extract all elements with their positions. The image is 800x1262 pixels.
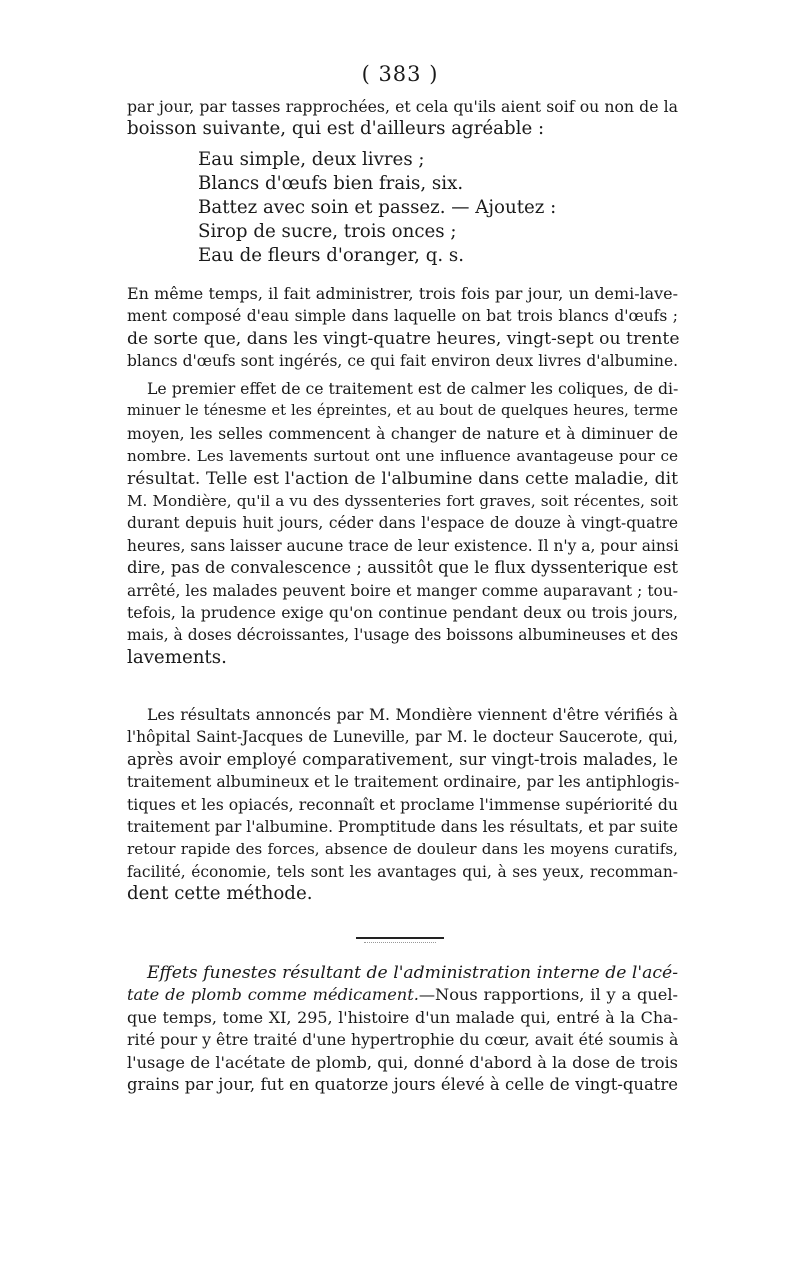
text-line: l'hôpital Saint-Jacques de Luneville, par M. le docteur Saucerote, qui, bbox=[127, 728, 678, 747]
text-line: l'usage de l'acétate de plomb, qui, donné d'abord à la dose de trois bbox=[127, 1052, 678, 1072]
section-separator bbox=[356, 937, 444, 939]
text-line: facilité, économie, tels sont les avantages qui, à ses yeux, recomman- bbox=[127, 862, 678, 881]
text-line: de sorte que, dans les vingt-quatre heures, vingt-sept ou trente bbox=[127, 328, 680, 349]
section-heading-end: tate de plomb comme médicament. bbox=[127, 985, 419, 1005]
text-line: tiques et les opiacés, reconnaît et proclame l'immense supériorité du bbox=[127, 794, 678, 814]
text-line: ment composé d'eau simple dans laquelle on bat trois blancs d'œufs ; bbox=[127, 307, 678, 326]
separator-ornament bbox=[364, 942, 436, 944]
text-line: retour rapide des forces, absence de douleur dans les moyens curatifs, bbox=[127, 840, 678, 859]
text-line: grains par jour, fut en quatorze jours élevé à celle de vingt-quatre bbox=[127, 1075, 678, 1095]
text-line: par jour, par tasses rapprochées, et cela qu'ils aient soif ou non de la bbox=[127, 97, 678, 116]
text-line bbox=[127, 984, 678, 1006]
text-line: minuer le ténesme et les épreintes, et au bout de quelques heures, terme bbox=[127, 402, 678, 420]
text-line: heures, sans laisser aucune trace de leur existence. Il n'y a, pour ainsi bbox=[127, 536, 679, 555]
recipe-line: Sirop de sucre, trois onces ; bbox=[198, 221, 457, 242]
paragraph-resultats bbox=[127, 704, 678, 906]
text-line: arrêté, les malades peuvent boire et manger comme auparavant ; tou- bbox=[127, 581, 678, 600]
section-heading-line: Effets funestes résultant de l'administration interne de l'acé- bbox=[147, 963, 678, 983]
text-line: résultat. Telle est l'action de l'albumine dans cette maladie, dit bbox=[127, 468, 678, 489]
text-line: En même temps, il fait administrer, trois fois par jour, un demi-lave- bbox=[127, 284, 678, 303]
text-line: blancs d'œufs sont ingérés, ce qui fait environ deux livres d'albumine. bbox=[127, 352, 678, 371]
paragraph-premier-effet bbox=[127, 378, 678, 669]
text-line: traitement albumineux et le traitement ordinaire, par les antiphlogis- bbox=[127, 772, 680, 792]
text-line: tefois, la prudence exige qu'on continue pendant deux ou trois jours, bbox=[127, 603, 678, 623]
text-line: dire, pas de convalescence ; aussitôt que le flux dyssenterique est bbox=[127, 558, 678, 578]
page-number: ( 383 ) bbox=[361, 62, 439, 86]
paragraph-lavement bbox=[127, 283, 678, 373]
text-span: —Nous rapportions, il y a quel- bbox=[418, 985, 678, 1005]
paragraph-acetate-plomb bbox=[127, 962, 678, 1096]
text-line: nombre. Les lavements surtout ont une influence avantageuse pour ce bbox=[127, 447, 678, 466]
recipe-line: Battez avec soin et passez. — Ajoutez : bbox=[198, 197, 557, 218]
text-line: durant depuis huit jours, céder dans l'espace de douze à vingt-quatre bbox=[127, 514, 678, 533]
text-line: Le premier effet de ce traitement est de calmer les coliques, de di- bbox=[147, 379, 679, 398]
recipe-list bbox=[198, 148, 556, 268]
text-line: M. Mondière, qu'il a vu des dyssenteries fort graves, soit récentes, soit bbox=[127, 492, 678, 511]
text-line: mais, à doses décroissantes, l'usage des boissons albumineuses et des bbox=[127, 626, 678, 645]
paragraph-boisson bbox=[127, 96, 678, 141]
text-line: après avoir employé comparativement, sur vingt-trois malades, le bbox=[127, 749, 678, 769]
text-line: dent cette méthode. bbox=[127, 883, 313, 905]
text-line: Les résultats annoncés par M. Mondière viennent d'être vérifiés à bbox=[147, 705, 678, 724]
text-line: rité pour y être traité d'une hypertrophie du cœur, avait été soumis à bbox=[127, 1030, 679, 1050]
recipe-line: Eau de fleurs d'oranger, q. s. bbox=[198, 245, 465, 266]
text-line: traitement par l'albumine. Promptitude dans les résultats, et par suite bbox=[127, 818, 678, 837]
recipe-line: Blancs d'œufs bien frais, six. bbox=[198, 173, 464, 194]
text-line: que temps, tome XI, 295, l'histoire d'un malade qui, entré à la Cha- bbox=[127, 1007, 678, 1027]
text-line: moyen, les selles commencent à changer de nature et à diminuer de bbox=[127, 423, 678, 443]
recipe-line: Eau simple, deux livres ; bbox=[198, 149, 425, 170]
text-line: boisson suivante, qui est d'ailleurs agréable : bbox=[127, 118, 545, 140]
text-line: lavements. bbox=[127, 646, 227, 668]
